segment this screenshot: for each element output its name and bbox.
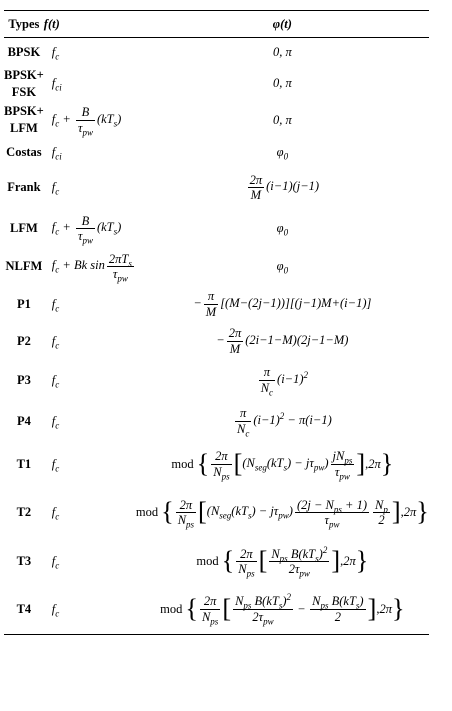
row-f: $f_{ci}$ [51, 76, 62, 93]
row-type: P4 [16, 413, 31, 428]
table-row [4, 67, 429, 101]
row-type: P2 [16, 333, 31, 348]
row-f: $f_c$ [51, 505, 60, 522]
table-row [4, 210, 429, 248]
row-phi: $\varphi_0$ [276, 145, 289, 162]
row-phi: mod { 2π $N_{ps}$ [ $(N_{seg}(kT_s) - j\tau_{pw})$ $(2j - N_{ps} + 1)$ $\tau_{pw}$ $\frac{N_p}{2}$ ] , 2π } [135, 497, 429, 530]
table-row [4, 585, 429, 635]
table-row [4, 442, 429, 487]
row-phi: $\frac{2\pi}{M}$ (i−1)(j−1) [249, 172, 320, 202]
row-type: T3 [16, 554, 32, 568]
row-type: BPSK+ FSK [4, 67, 44, 99]
header-f: f(t) [44, 11, 136, 38]
row-type: BPSK [7, 44, 41, 59]
row-f: $f_c + Bk$ sin $2\pi T_s$ $\tau_{pw}$ [51, 251, 132, 284]
row-phi: mod { 2π $N_{ps}$ [ $N_{ps}$ $B(kT_s)^2$ $2\tau_{pw}$ − $N_{ps}$ $B(kT_s)$ 2 ] , 2π } [136, 585, 429, 635]
row-phi: 0, π [272, 112, 292, 127]
row-f: $f_c$ [51, 456, 60, 473]
row-f: $f_c$ [51, 413, 60, 430]
header-types: Types [4, 11, 44, 38]
row-type: T4 [4, 585, 44, 635]
row-f: $f_c$ [44, 585, 136, 635]
row-f: $f_c$ [51, 44, 60, 62]
row-phi: 0, π [272, 76, 292, 90]
row-phi: $\frac{\pi}{N_c}$ $(i-1)^2$ [260, 365, 309, 397]
table-row [4, 38, 429, 67]
row-phi: − $\frac{2\pi}{M}$ (2i−1−M)(2j−1−M) [216, 326, 349, 356]
waveform-table [4, 10, 429, 635]
table-row [4, 101, 429, 140]
row-phi: $\varphi_0$ [276, 221, 289, 238]
row-f: $f_c$ + B $\tau_{pw}$ $(kT_s)$ [51, 105, 122, 137]
row-type: P1 [16, 296, 31, 311]
table-row [4, 539, 429, 585]
row-f: $f_c$ [51, 180, 60, 197]
row-type: T1 [16, 456, 32, 471]
row-f: $f_c$ [51, 372, 60, 389]
header-phi: φ(t) [136, 11, 429, 38]
row-phi: 0, π [272, 44, 292, 59]
row-phi: $\varphi_0$ [276, 259, 289, 276]
table-row [4, 487, 429, 539]
table-body [4, 38, 429, 635]
row-f: $f_c$ [51, 554, 60, 571]
row-type: BPSK+ LFM [4, 104, 44, 135]
row-phi: $\frac{\pi}{N_c}$ $(i-1)^2 - \pi(i-1)$ [236, 406, 332, 438]
row-phi: mod { 2π $N_{ps}$ [ $N_{ps}$ $B(kT_s)^2$ $2\tau_{pw}$ ] , 2π } [196, 544, 369, 579]
table-row [4, 360, 429, 401]
table-row [4, 166, 429, 210]
table-row [4, 248, 429, 286]
row-f: $f_c$ [51, 296, 60, 313]
table-row [4, 286, 429, 323]
table-row [4, 323, 429, 360]
header-row [4, 11, 429, 38]
row-type: NLFM [5, 259, 43, 273]
row-type: P3 [16, 372, 31, 387]
row-type: T2 [16, 505, 32, 519]
row-f: $f_{ci}$ [51, 145, 62, 162]
table-row [4, 401, 429, 442]
row-f: $f_c$ [51, 333, 60, 350]
row-type: LFM [10, 221, 38, 235]
row-f: $f_c$ + B $\tau_{pw}$ $(kT_s)$ [51, 213, 122, 246]
row-phi: mod { 2π $N_{ps}$ [ $(N_{seg}(kT_s) - j\tau_{pw})$ $jN_{ps}$ $\tau_{pw}$ ] , 2π } [171, 448, 394, 481]
row-type: Frank [7, 180, 41, 194]
table-row [4, 140, 429, 166]
row-type: Costas [6, 145, 42, 159]
row-phi: − $\frac{\pi}{M}$ [(M−(2j−1))][(j−1)M+(i−1)] [193, 289, 372, 319]
